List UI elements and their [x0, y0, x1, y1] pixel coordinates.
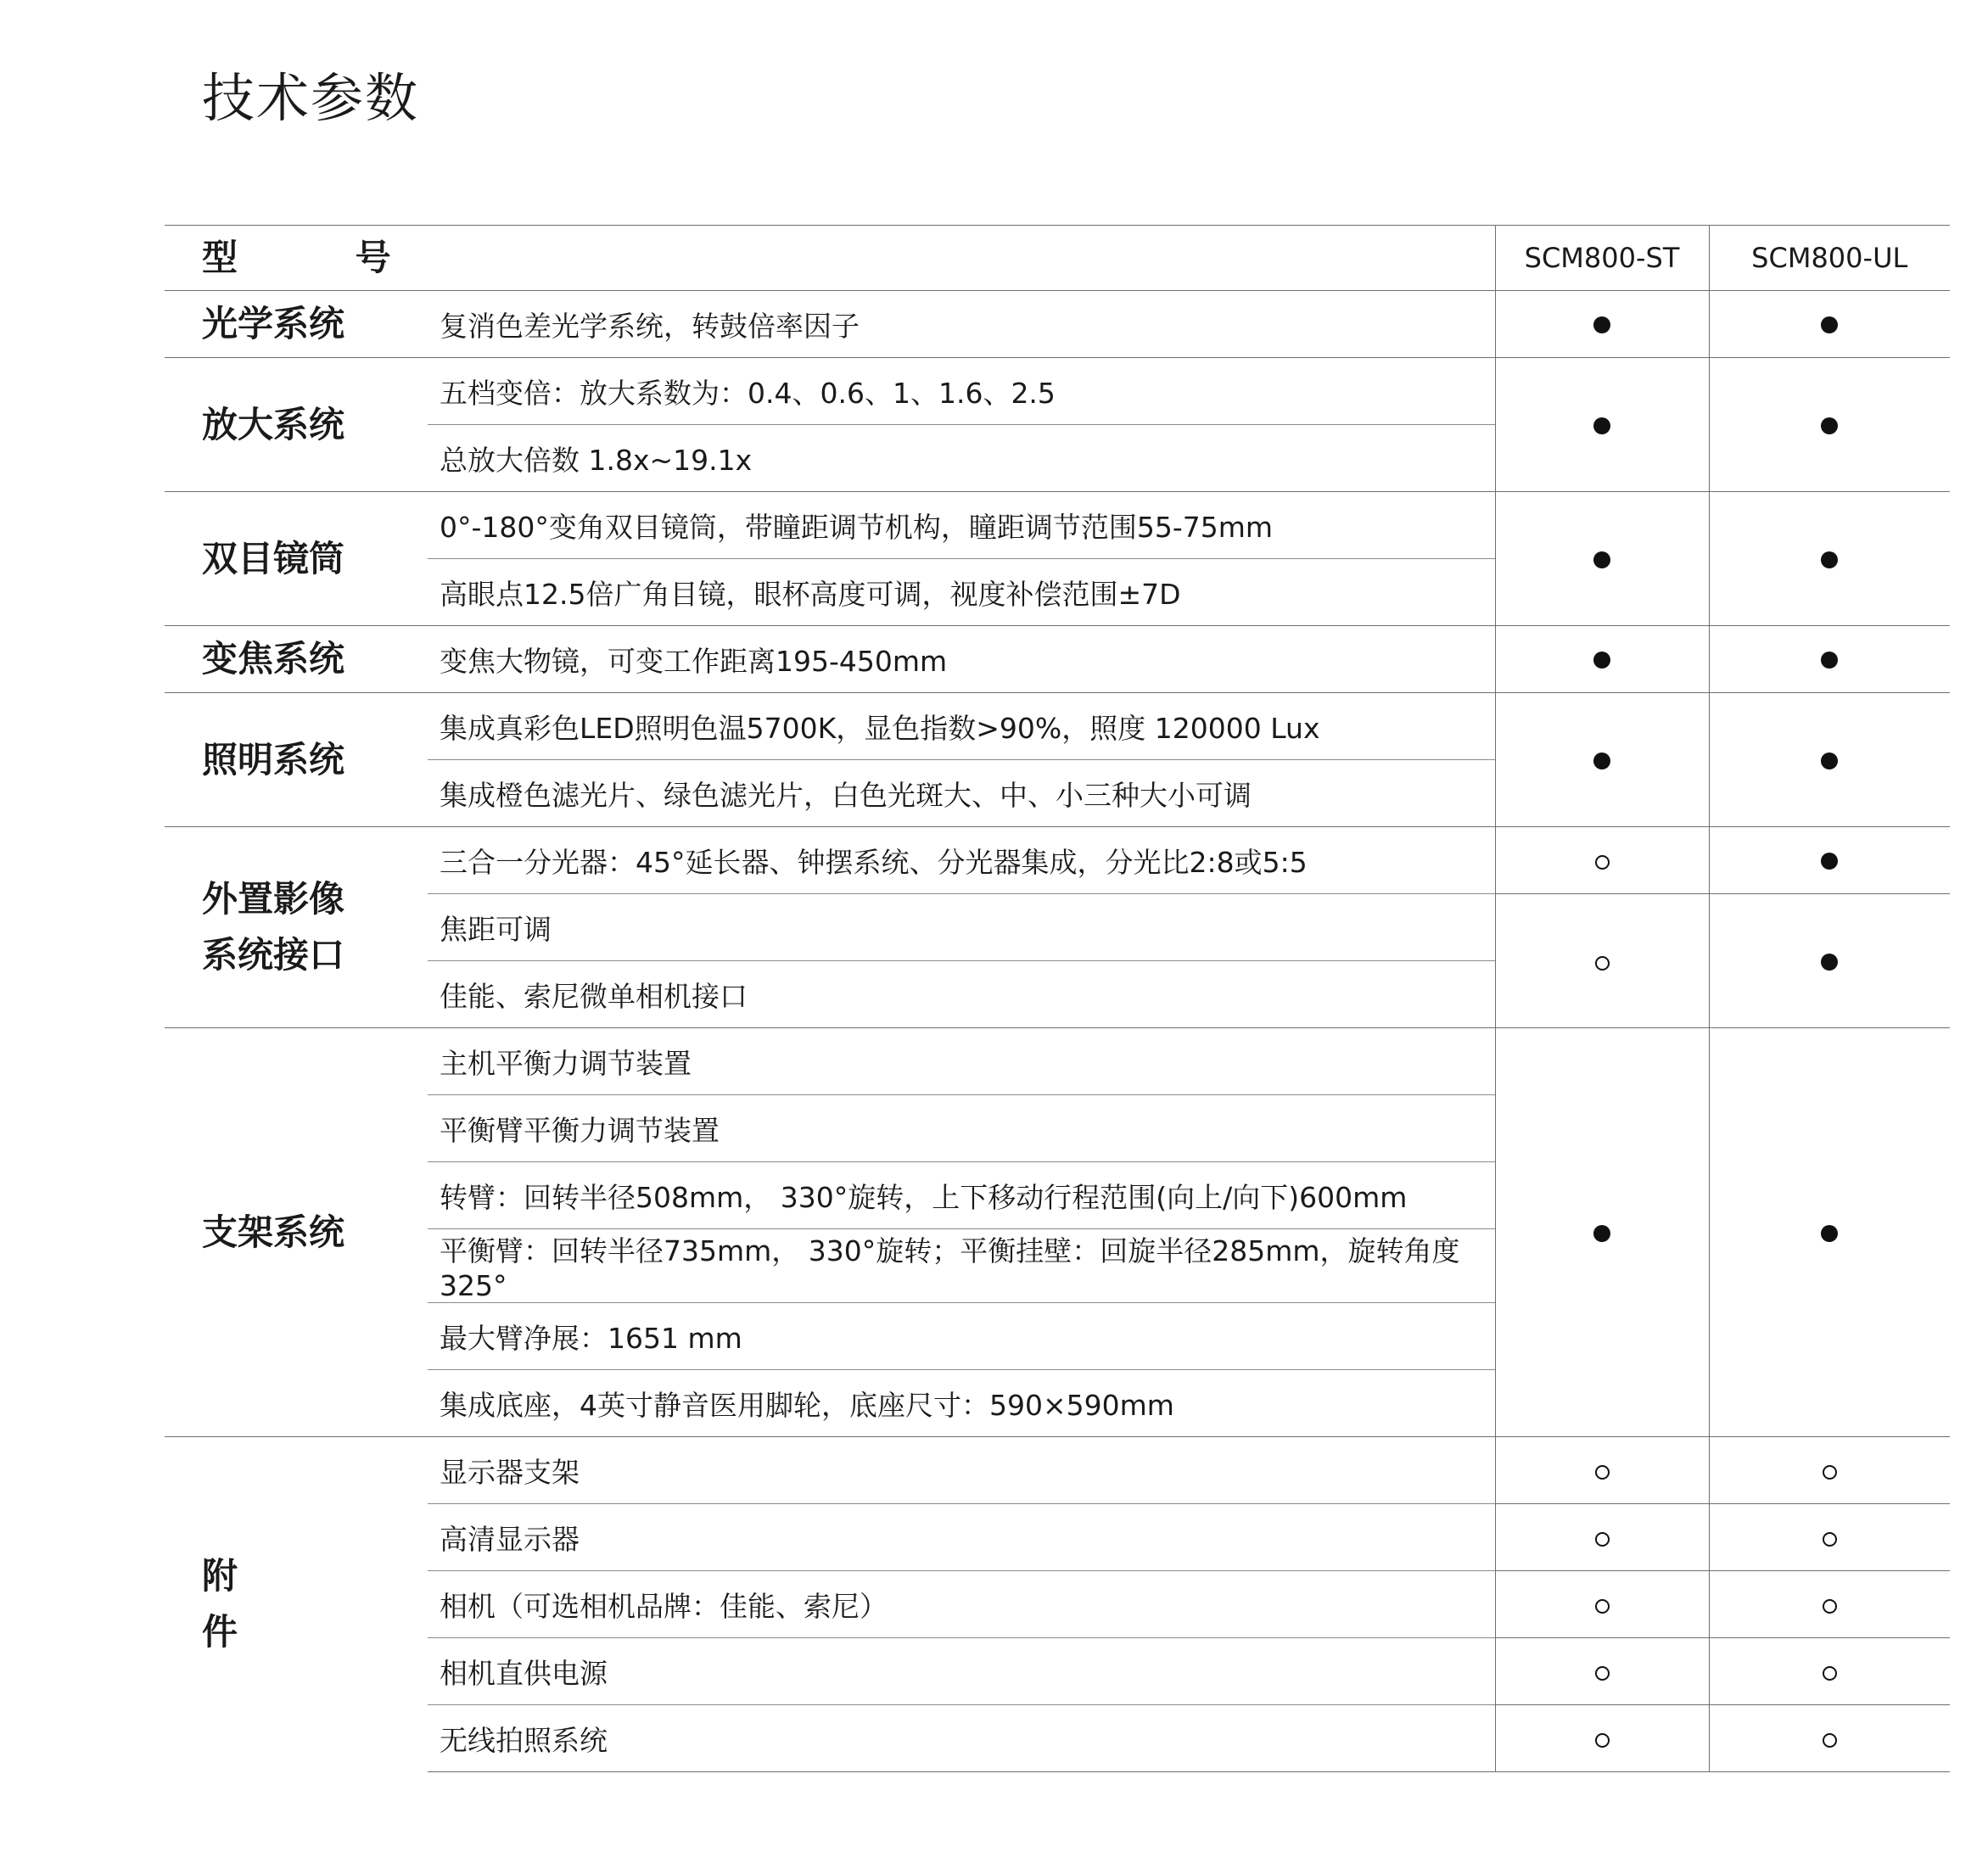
mark-cell: [1709, 827, 1950, 894]
page-title: 技术参数: [202, 67, 420, 129]
mark-cell: [1709, 492, 1950, 626]
spec-description: 集成底座，4英寸静音医用脚轮，底座尺寸：590×590mm: [428, 1370, 1495, 1437]
spec-description: 复消色差光学系统，转鼓倍率因子: [428, 291, 1495, 358]
category-cell: [165, 492, 428, 626]
mark-cell: [1495, 894, 1709, 1028]
category-label: 系统接口: [202, 934, 345, 976]
optional-ring-icon: [1595, 1465, 1610, 1480]
model-label: 型 号: [202, 237, 444, 278]
standard-dot-icon: [1593, 1225, 1610, 1242]
mark-cell: [1709, 1028, 1950, 1437]
spec-description: 相机（可选相机品牌：佳能、索尼）: [428, 1571, 1495, 1638]
spec-description: 主机平衡力调节装置: [428, 1028, 1495, 1095]
mark-cell: [1709, 1437, 1950, 1504]
mark-cell: [1495, 626, 1709, 693]
table-row: [165, 1504, 1950, 1571]
spec-description: 高清显示器: [428, 1504, 1495, 1571]
category-cell: [165, 358, 428, 492]
standard-dot-icon: [1821, 551, 1838, 568]
mark-cell: [1709, 1638, 1950, 1705]
category-cell: [165, 291, 428, 358]
standard-dot-icon: [1821, 752, 1838, 769]
standard-dot-icon: [1593, 417, 1610, 434]
mark-cell: [1495, 291, 1709, 358]
standard-dot-icon: [1821, 316, 1838, 333]
spec-description: 显示器支架: [428, 1437, 1495, 1504]
table-row: [165, 358, 1950, 425]
category-cell: [165, 1437, 428, 1772]
mark-cell: [1495, 1028, 1709, 1437]
category-label: 双目镜筒: [202, 537, 345, 579]
mark-cell: [1709, 1504, 1950, 1571]
optional-ring-icon: [1823, 1465, 1837, 1480]
mark-cell: [1495, 358, 1709, 492]
category-label: 支架系统: [202, 1211, 345, 1253]
model-name: SCM800-UL: [1709, 226, 1950, 291]
category-cell: [165, 693, 428, 827]
table-row: [165, 894, 1950, 961]
model-label-cell: [165, 226, 1495, 291]
table-row: [165, 492, 1950, 559]
table-row: [165, 1638, 1950, 1705]
spec-description: 高眼点12.5倍广角目镜，眼杯高度可调，视度补偿范围±7D: [428, 559, 1495, 626]
mark-cell: [1495, 1437, 1709, 1504]
mark-cell: [1709, 626, 1950, 693]
spec-description: 集成真彩色LED照明色温5700K，显色指数>90%，照度 120000 Lux: [428, 693, 1495, 760]
optional-ring-icon: [1823, 1666, 1837, 1681]
standard-dot-icon: [1821, 954, 1838, 971]
spec-description: 变焦大物镜，可变工作距离195-450mm: [428, 626, 1495, 693]
spec-table: [165, 225, 1950, 1772]
spec-description: 转臂：回转半径508mm， 330°旋转，上下移动行程范围(向上/向下)600mm: [428, 1162, 1495, 1229]
category-label: 照明系统: [202, 738, 345, 780]
category-label: 外置影像: [202, 878, 345, 920]
mark-cell: [1495, 693, 1709, 827]
table-row: [165, 1571, 1950, 1638]
category-label: 放大系统: [202, 403, 345, 445]
table-row: [165, 1437, 1950, 1504]
spec-description: 集成橙色滤光片、绿色滤光片，白色光斑大、中、小三种大小可调: [428, 760, 1495, 827]
category-cell: [165, 626, 428, 693]
spec-description: 平衡臂：回转半径735mm， 330°旋转；平衡挂壁：回旋半径285mm，旋转角度325°: [428, 1229, 1495, 1303]
mark-cell: [1495, 1504, 1709, 1571]
table-row: [165, 291, 1950, 358]
standard-dot-icon: [1593, 752, 1610, 769]
optional-ring-icon: [1595, 1532, 1610, 1547]
standard-dot-icon: [1821, 652, 1838, 669]
spec-description: 最大臂净展：1651 mm: [428, 1303, 1495, 1370]
standard-dot-icon: [1593, 652, 1610, 669]
table-row: [165, 1028, 1950, 1095]
model-name: SCM800-ST: [1495, 226, 1709, 291]
mark-cell: [1495, 1571, 1709, 1638]
mark-cell: [1495, 827, 1709, 894]
mark-cell: [1709, 1571, 1950, 1638]
mark-cell: [1709, 693, 1950, 827]
spec-description: 三合一分光器：45°延长器、钟摆系统、分光器集成，分光比2:8或5:5: [428, 827, 1495, 894]
table-row: [165, 626, 1950, 693]
spec-description: 平衡臂平衡力调节装置: [428, 1095, 1495, 1162]
table-row: [165, 1705, 1950, 1772]
spec-description: 总放大倍数 1.8x~19.1x: [428, 425, 1495, 492]
standard-dot-icon: [1821, 417, 1838, 434]
spec-description: 相机直供电源: [428, 1638, 1495, 1705]
category-cell: [165, 827, 428, 1028]
mark-cell: [1709, 1705, 1950, 1772]
spec-description: 五档变倍：放大系数为：0.4、0.6、1、1.6、2.5: [428, 358, 1495, 425]
table-row: [165, 693, 1950, 760]
mark-cell: [1495, 1705, 1709, 1772]
standard-dot-icon: [1593, 316, 1610, 333]
standard-dot-icon: [1593, 551, 1610, 568]
mark-cell: [1709, 291, 1950, 358]
header-row: [165, 226, 1950, 291]
spec-description: 无线拍照系统: [428, 1705, 1495, 1772]
optional-ring-icon: [1823, 1532, 1837, 1547]
standard-dot-icon: [1821, 1225, 1838, 1242]
optional-ring-icon: [1823, 1733, 1837, 1748]
optional-ring-icon: [1595, 1599, 1610, 1614]
optional-ring-icon: [1595, 855, 1610, 870]
optional-ring-icon: [1823, 1599, 1837, 1614]
category-label: 光学系统: [202, 303, 345, 344]
mark-cell: [1709, 358, 1950, 492]
mark-cell: [1495, 492, 1709, 626]
optional-ring-icon: [1595, 1666, 1610, 1681]
spec-description: 佳能、索尼微单相机接口: [428, 961, 1495, 1028]
category-cell: [165, 1028, 428, 1437]
mark-cell: [1495, 1638, 1709, 1705]
spec-description: 0°-180°变角双目镜筒，带瞳距调节机构，瞳距调节范围55-75mm: [428, 492, 1495, 559]
table-row: [165, 827, 1950, 894]
spec-description: 焦距可调: [428, 894, 1495, 961]
category-label: 变焦系统: [202, 638, 345, 680]
optional-ring-icon: [1595, 1733, 1610, 1748]
category-label: 附 件: [202, 1555, 291, 1653]
optional-ring-icon: [1595, 956, 1610, 971]
standard-dot-icon: [1821, 853, 1838, 870]
mark-cell: [1709, 894, 1950, 1028]
